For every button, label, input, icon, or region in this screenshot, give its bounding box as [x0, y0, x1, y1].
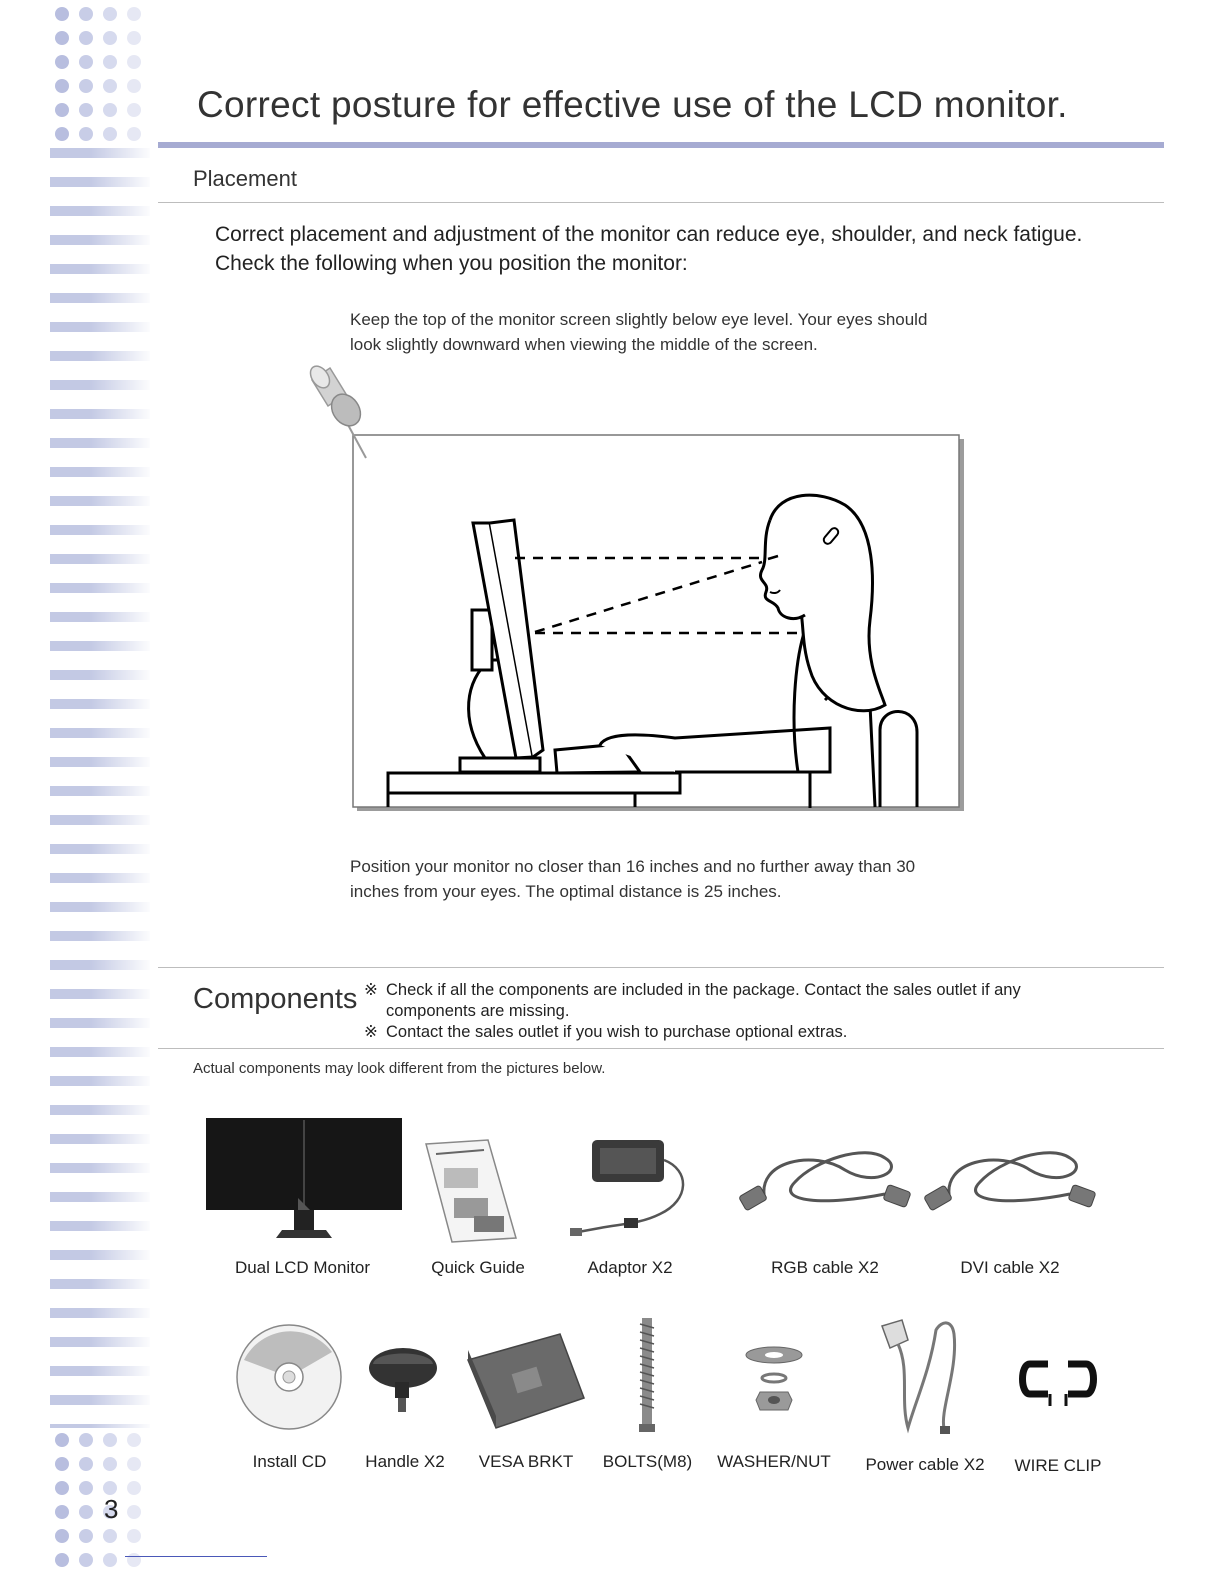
power-cable-icon — [860, 1310, 990, 1435]
decorative-margin — [0, 0, 160, 1584]
component-bolts — [600, 1310, 695, 1480]
bolt-icon — [600, 1310, 695, 1435]
quick-guide-icon — [418, 1110, 538, 1250]
component-label: Quick Guide — [431, 1258, 525, 1277]
dot-pattern-top — [50, 2, 146, 146]
dvi-cable-icon — [920, 1110, 1100, 1250]
component-adaptor — [560, 1110, 700, 1280]
components-note-1-line-2: components are missing. — [386, 1002, 570, 1020]
intro-line-1: Correct placement and adjustment of the monitor can reduce eye, shoulder, and neck fatigue. — [215, 223, 1083, 246]
adaptor-icon — [560, 1110, 700, 1250]
wire-clip-icon — [1008, 1320, 1108, 1435]
title-rule — [158, 142, 1164, 148]
components-top-rule — [158, 967, 1164, 968]
components-bottom-rule — [158, 1048, 1164, 1049]
page-title: Correct posture for effective use of the LCD monitor. — [197, 84, 1068, 125]
handle-icon — [355, 1320, 455, 1435]
component-power-cable — [860, 1310, 990, 1480]
component-label: WIRE CLIP — [1014, 1456, 1102, 1475]
eye-level-note-line-2: look slightly downward when viewing the middle of the screen. — [350, 335, 818, 354]
component-quick-guide — [418, 1110, 538, 1280]
component-washer-nut — [712, 1320, 836, 1480]
rgb-cable-icon — [735, 1110, 915, 1250]
placement-intro — [215, 220, 1082, 278]
distance-note — [350, 854, 980, 904]
components-note-1-line-1: Check if all the components are included in the package. Contact the sales outlet if any — [386, 981, 1021, 999]
reference-mark: ※ — [364, 1023, 378, 1041]
components-note-2: Contact the sales outlet if you wish to purchase optional extras. — [386, 1023, 848, 1041]
components-heading: Components — [193, 983, 358, 1015]
components-notes — [364, 980, 1021, 1043]
placement-heading: Placement — [193, 166, 297, 191]
cd-icon — [232, 1320, 347, 1435]
component-label: Adaptor X2 — [587, 1258, 673, 1277]
eye-level-note — [350, 307, 980, 357]
component-dvi-cable — [920, 1110, 1100, 1280]
dot-pattern-bottom — [50, 1428, 146, 1572]
washer-nut-icon — [712, 1320, 836, 1435]
posture-illustration — [300, 360, 980, 820]
footer-line — [125, 1556, 267, 1557]
component-dual-lcd-monitor — [200, 1110, 405, 1280]
component-label: Install CD — [252, 1452, 327, 1471]
component-label: VESA BRKT — [478, 1452, 574, 1471]
component-install-cd — [232, 1320, 347, 1480]
eye-level-note-line-1: Keep the top of the monitor screen slightly below eye level. Your eyes should — [350, 310, 928, 329]
reference-mark: ※ — [364, 981, 378, 999]
component-wire-clip — [1008, 1320, 1108, 1480]
component-label: RGB cable X2 — [771, 1258, 879, 1277]
component-label: Dual LCD Monitor — [234, 1258, 371, 1277]
stripe-pattern — [50, 148, 150, 1428]
distance-note-line-2: inches from your eyes. The optimal distance is 25 inches. — [350, 882, 782, 901]
vesa-bracket-icon — [460, 1320, 592, 1435]
pushpin-icon — [307, 363, 367, 458]
section-divider — [158, 202, 1164, 203]
component-handle — [355, 1320, 455, 1480]
component-label: BOLTS(M8) — [602, 1452, 693, 1471]
page-number: 3 — [104, 1494, 119, 1524]
component-label: WASHER/NUT — [717, 1452, 831, 1471]
intro-line-2: Check the following when you position the monitor: — [215, 252, 688, 275]
distance-note-line-1: Position your monitor no closer than 16 inches and no further away than 30 — [350, 857, 916, 876]
dual-monitor-icon — [200, 1110, 405, 1250]
components-disclaimer: Actual components may look different from the pictures below. — [193, 1060, 606, 1077]
component-vesa-bracket — [460, 1320, 592, 1480]
component-label: Power cable X2 — [865, 1455, 985, 1474]
component-rgb-cable — [735, 1110, 915, 1280]
component-label: Handle X2 — [365, 1452, 445, 1471]
component-label: DVI cable X2 — [960, 1258, 1060, 1277]
